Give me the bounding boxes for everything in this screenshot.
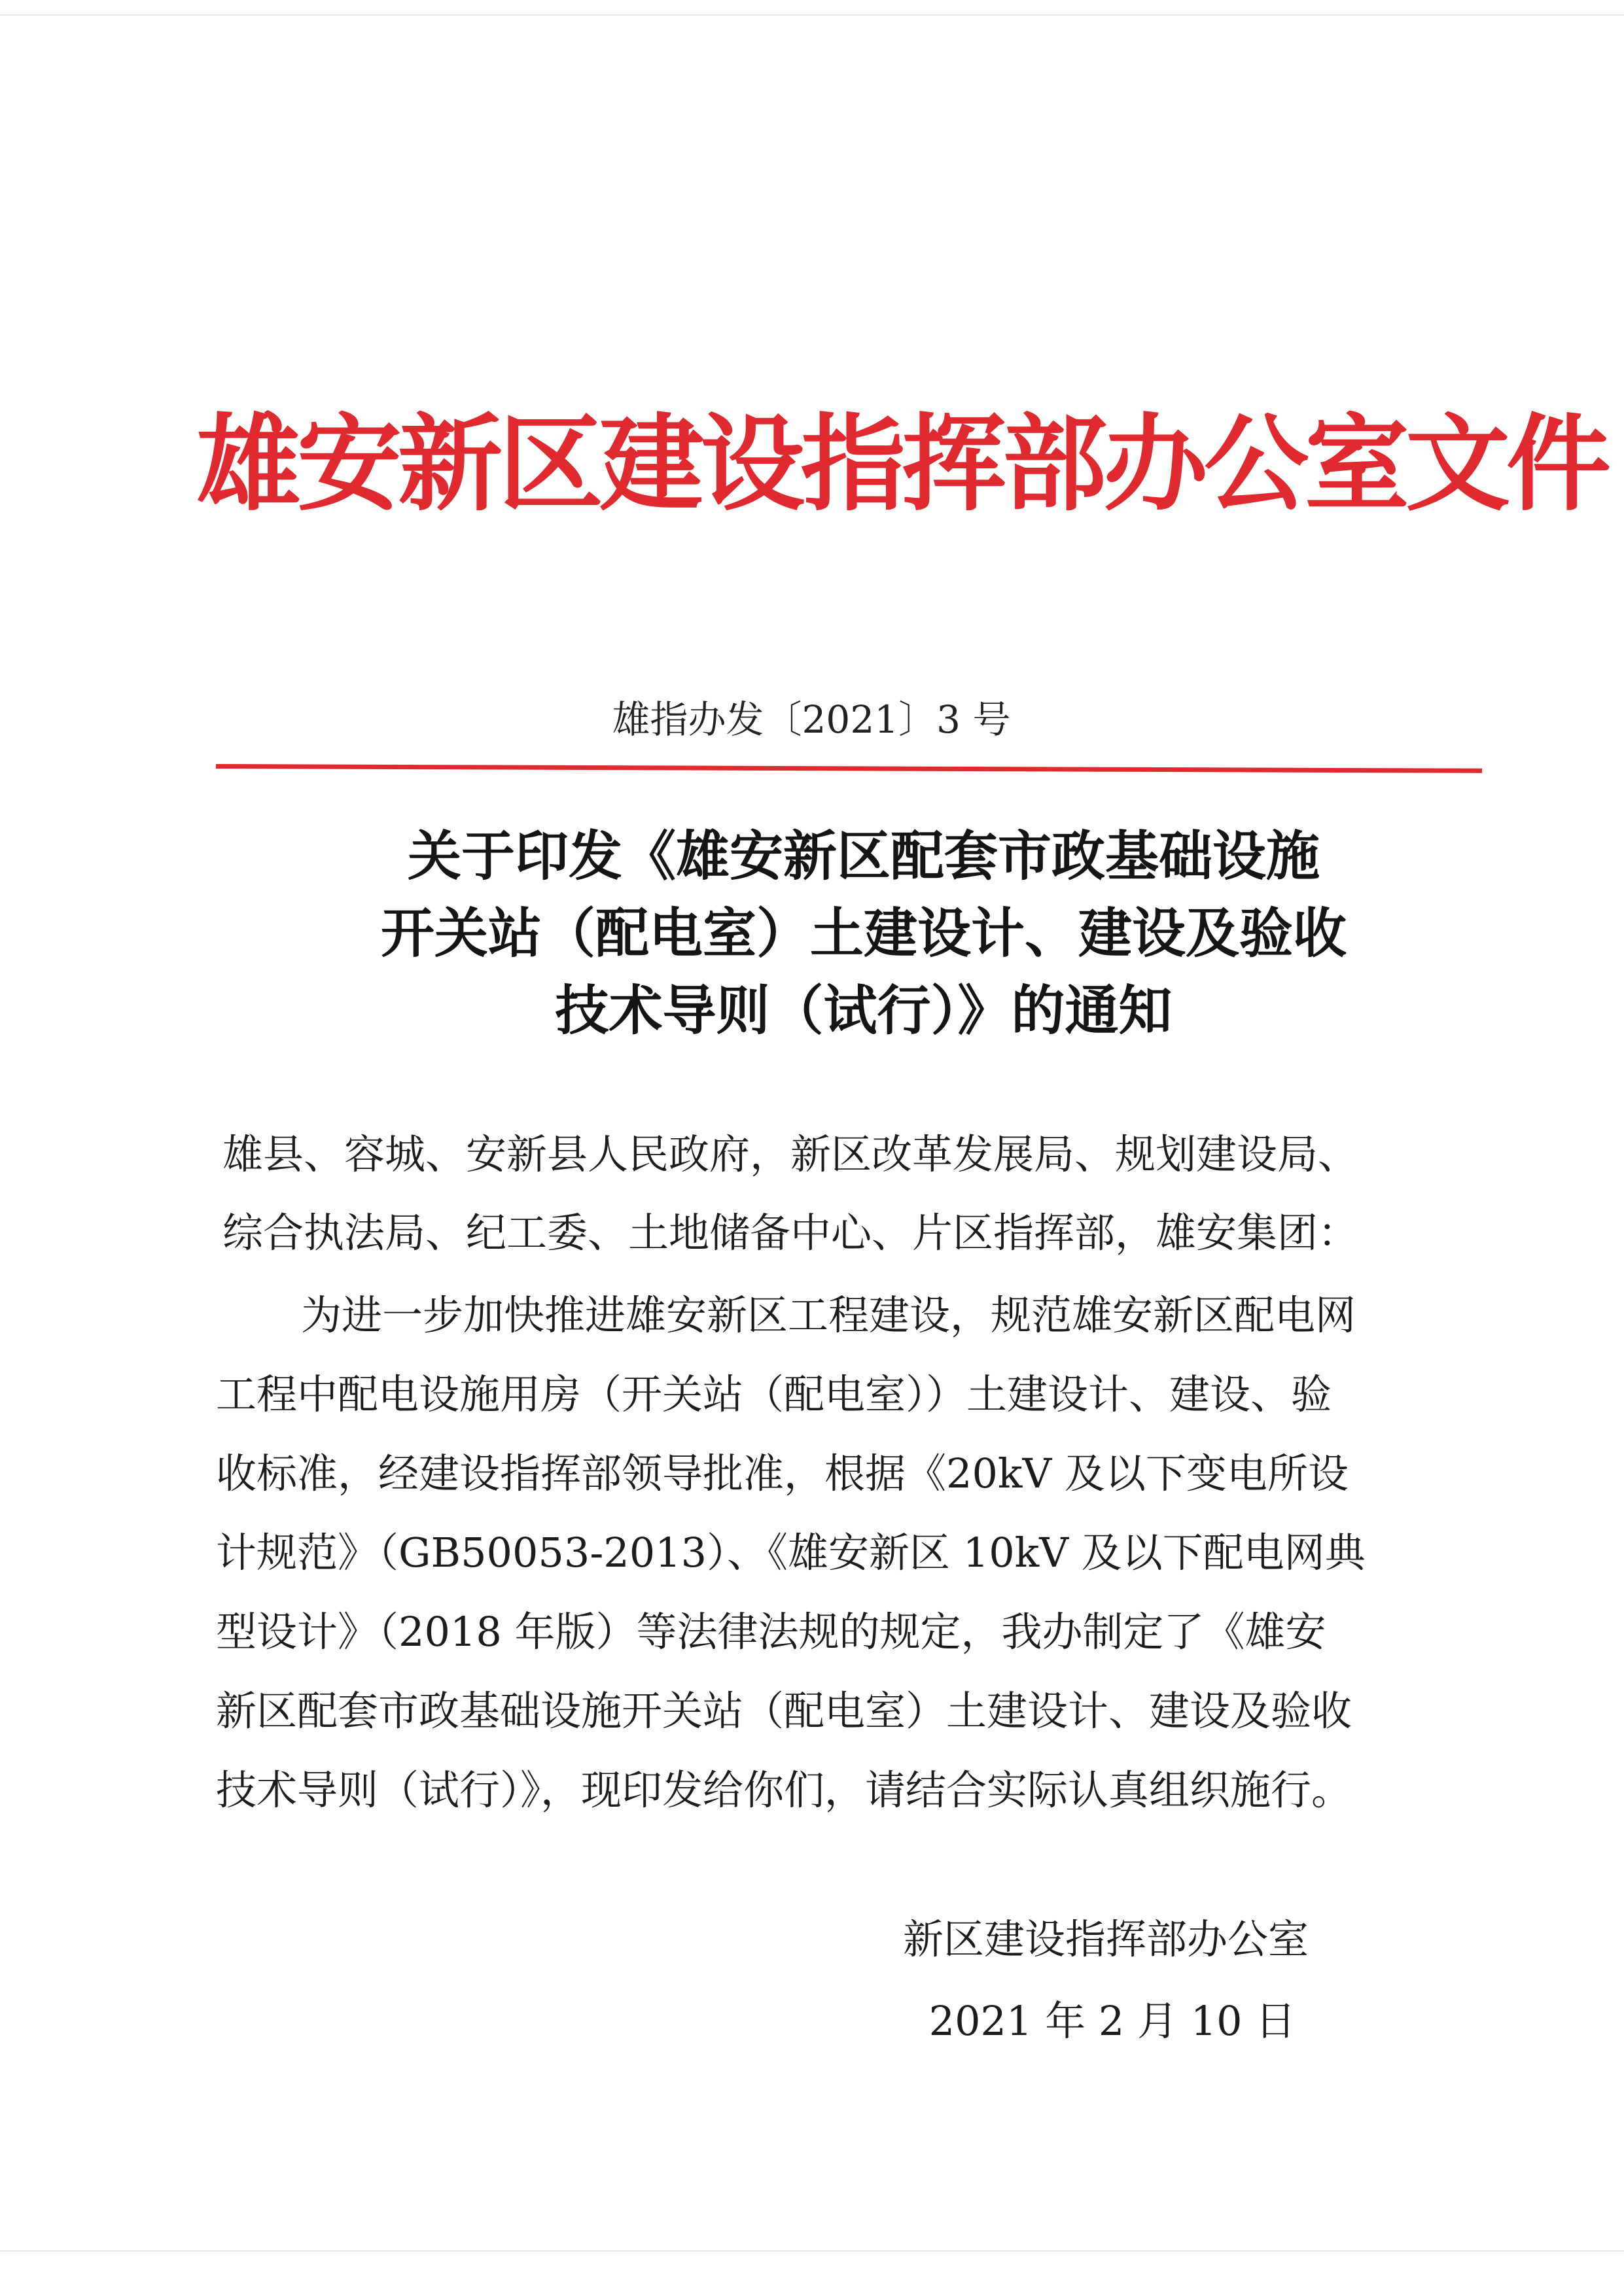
scan-edge-bottom xyxy=(0,2250,1624,2252)
body-line: 为进一步加快推进雄安新区工程建设，规范雄安新区配电网 xyxy=(301,1291,1356,1339)
recipients-line: 综合执法局、纪工委、土地储备中心、片区指挥部，雄安集团： xyxy=(222,1209,1359,1257)
document-header-title: 雄安新区建设指挥部办公室文件 xyxy=(196,403,1608,525)
body-line: 工程中配电设施用房（开关站（配电室））土建设计、建设、验 xyxy=(216,1370,1332,1418)
notice-title-line: 技术导则（试行）》的通知 xyxy=(555,979,1173,1042)
signature-date: 2021 年 2 月 10 日 xyxy=(928,1997,1296,2045)
signature-organization: 新区建设指挥部办公室 xyxy=(902,1915,1309,1963)
body-line: 计规范》（GB50053-2013）、《雄安新区 10kV 及以下配电网典 xyxy=(216,1529,1366,1576)
recipients-line: 雄县、容城、安新县人民政府，新区改革发展局、规划建设局、 xyxy=(222,1130,1359,1178)
header-red-divider xyxy=(216,764,1482,773)
body-line: 新区配套市政基础设施开关站（配电室）土建设计、建设及验收 xyxy=(216,1687,1352,1735)
notice-title-line: 开关站（配电室）土建设计、建设及验收 xyxy=(380,902,1347,965)
body-line: 收标准，经建设指挥部领导批准，根据《20kV 及以下变电所设 xyxy=(216,1450,1349,1497)
body-line: 技术导则（试行）》，现印发给你们，请结合实际认真组织施行。 xyxy=(216,1766,1352,1814)
notice-title xyxy=(275,818,1453,1049)
body-paragraph xyxy=(216,1276,1453,1830)
body-line: 型设计》（2018 年版）等法律法规的规定，我办制定了《雄安 xyxy=(216,1608,1326,1656)
scan-edge-top xyxy=(0,14,1624,16)
recipients xyxy=(222,1115,1446,1272)
document-number: 雄指办发〔2021〕3 号 xyxy=(612,697,1011,742)
notice-title-line: 关于印发《雄安新区配套市政基础设施 xyxy=(407,825,1320,888)
